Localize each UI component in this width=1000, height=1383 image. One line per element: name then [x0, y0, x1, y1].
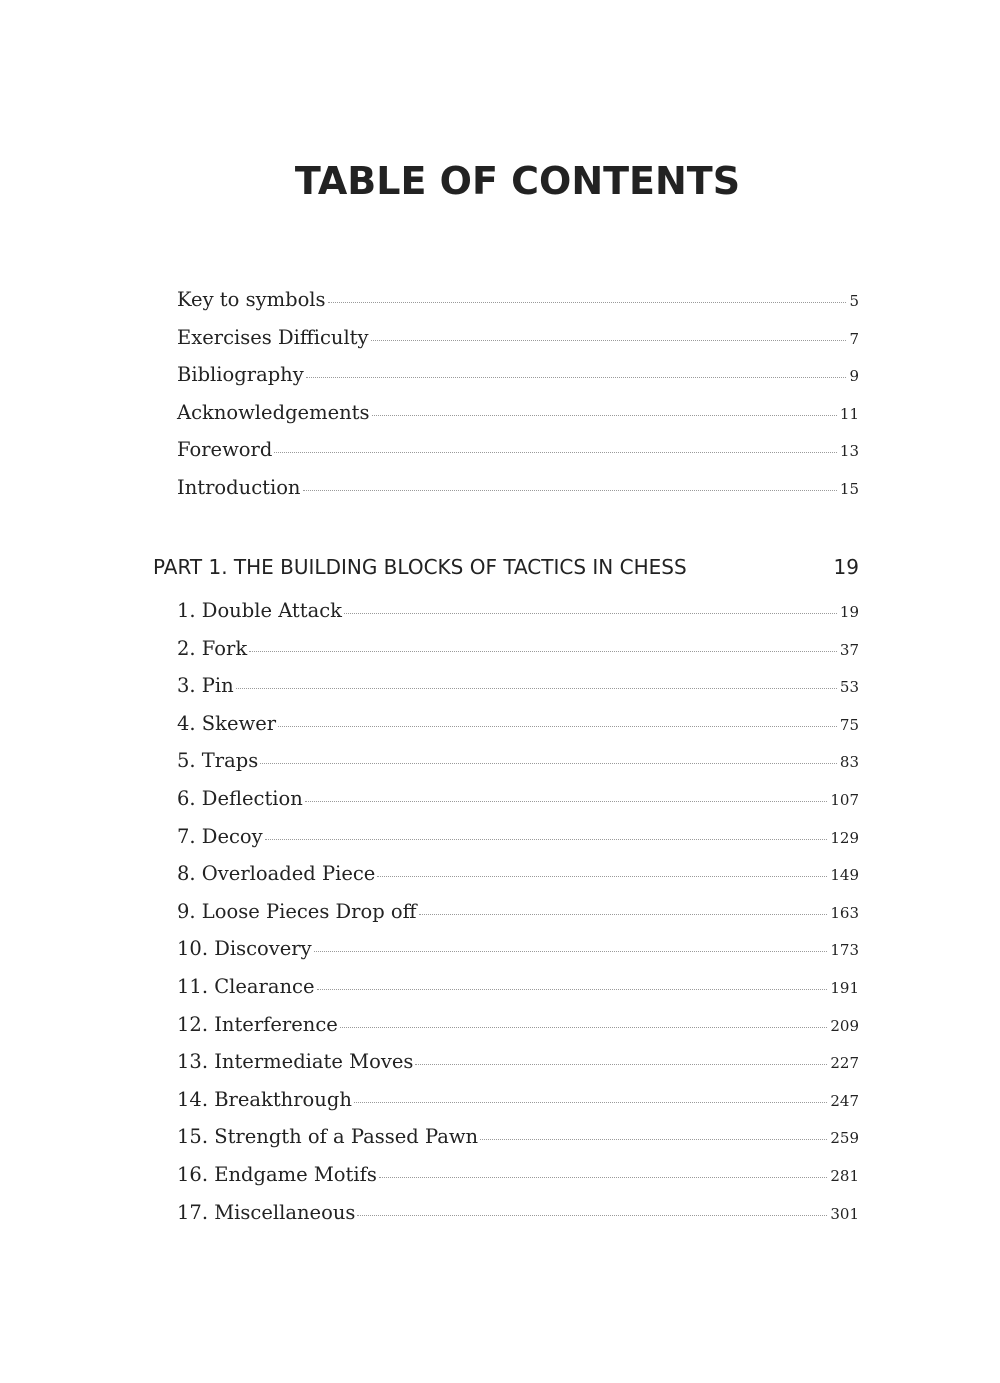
toc-entry [177, 1088, 859, 1126]
toc-entry [177, 975, 859, 1013]
toc-entry-page: 83 [839, 753, 859, 772]
toc-entry [177, 787, 859, 825]
dot-leader [371, 340, 847, 341]
dot-leader [379, 1177, 828, 1178]
toc-entry-page: 13 [839, 442, 859, 461]
toc-entry [177, 363, 859, 401]
dot-leader [249, 651, 837, 652]
dot-leader [357, 1215, 827, 1216]
toc-entry-page: 75 [839, 715, 859, 734]
toc-entry [177, 712, 859, 750]
toc-entry-page: 107 [830, 790, 859, 809]
dot-leader [377, 876, 827, 877]
toc-entry-label: Bibliography [177, 363, 304, 387]
toc-entry [177, 937, 859, 975]
toc-entry [177, 749, 859, 787]
toc-entry-label: 16. Endgame Motifs [177, 1162, 377, 1186]
toc-entry-page: 281 [830, 1166, 859, 1185]
toc-entry-page: 149 [830, 866, 859, 885]
dot-leader [274, 452, 837, 453]
toc-entry-page: 247 [830, 1091, 859, 1110]
toc-entry-label: 11. Clearance [177, 974, 315, 998]
toc-entry-page: 173 [830, 941, 859, 960]
dot-leader [306, 377, 847, 378]
toc-entry-label: Foreword [177, 438, 273, 462]
toc-entry [177, 1013, 859, 1051]
toc-entry-label: 2. Fork [177, 636, 248, 660]
toc-entry-label: 10. Discovery [177, 937, 312, 961]
part-heading [153, 552, 859, 582]
toc-entry-label: Acknowledgements [177, 400, 370, 424]
dot-leader [344, 613, 837, 614]
toc-entry [177, 637, 859, 675]
dot-leader [340, 1027, 828, 1028]
dot-leader [354, 1102, 827, 1103]
toc-entry-page: 37 [839, 640, 859, 659]
toc-entry [177, 326, 859, 364]
toc-entry-page: 5 [849, 292, 859, 310]
dot-leader [236, 688, 837, 689]
toc-entry [177, 288, 859, 326]
part-heading-label: PART 1. THE BUILDING BLOCKS OF TACTICS IN CHESS [153, 555, 687, 579]
toc-entry-page: 11 [839, 404, 859, 423]
dot-leader [328, 302, 847, 303]
toc-entry [177, 401, 859, 439]
dot-leader [305, 801, 828, 802]
dot-leader [372, 415, 837, 416]
dot-leader [480, 1139, 827, 1140]
toc-entry-label: 9. Loose Pieces Drop off [177, 899, 417, 923]
toc-entry [177, 438, 859, 476]
toc-entry-label: Exercises Difficulty [177, 325, 369, 349]
toc-entry-page: 301 [830, 1204, 859, 1223]
part-heading-page: 19 [833, 555, 859, 579]
toc-entry-label: 12. Interference [177, 1012, 338, 1036]
toc-entry [177, 862, 859, 900]
toc-entry [177, 476, 859, 514]
toc-entry [177, 674, 859, 712]
toc-entry-label: 14. Breakthrough [177, 1087, 352, 1111]
front-matter-list [177, 288, 859, 514]
toc-entry-label: 8. Overloaded Piece [177, 862, 376, 886]
toc-entry-page: 227 [830, 1054, 859, 1073]
toc-entry-page: 129 [830, 828, 859, 847]
toc-entry-label: 17. Miscellaneous [177, 1200, 356, 1224]
toc-entry-label: 5. Traps [177, 749, 259, 773]
toc-entry-label: 3. Pin [177, 674, 234, 698]
toc-entry-page: 53 [839, 678, 859, 697]
toc-entry [177, 900, 859, 938]
toc-entry-label: 4. Skewer [177, 711, 277, 735]
toc-entry-page: 209 [830, 1016, 859, 1035]
toc-entry [177, 1050, 859, 1088]
toc-entry [177, 1163, 859, 1201]
dot-leader [415, 1064, 827, 1065]
dot-leader [278, 726, 837, 727]
dot-leader [265, 839, 828, 840]
toc-entry [177, 599, 859, 637]
toc-entry-label: 6. Deflection [177, 786, 303, 810]
toc-entry-label: 1. Double Attack [177, 599, 342, 622]
dot-leader [317, 989, 828, 990]
dot-leader [303, 490, 837, 491]
toc-entry-label: Key to symbols [177, 288, 326, 311]
toc-entry [177, 1125, 859, 1163]
toc-entry-label: Introduction [177, 475, 301, 499]
toc-entry-label: 7. Decoy [177, 824, 263, 848]
dot-leader [314, 951, 828, 952]
toc-entry-page: 163 [830, 903, 859, 922]
toc-entry-label: 15. Strength of a Passed Pawn [177, 1125, 479, 1149]
toc-entry-page: 19 [839, 603, 859, 621]
toc-entry-page: 15 [839, 479, 859, 498]
page-title: TABLE OF CONTENTS [294, 159, 741, 203]
toc-entry-page: 191 [830, 978, 859, 997]
toc-entry [177, 825, 859, 863]
dot-leader [260, 763, 837, 764]
chapter-list [177, 599, 859, 1238]
toc-entry-page: 9 [849, 367, 859, 386]
dot-leader [419, 914, 828, 915]
toc-entry [177, 1201, 859, 1239]
toc-entry-label: 13. Intermediate Moves [177, 1050, 414, 1074]
toc-entry-page: 259 [830, 1129, 859, 1148]
toc-entry-page: 7 [849, 329, 859, 348]
